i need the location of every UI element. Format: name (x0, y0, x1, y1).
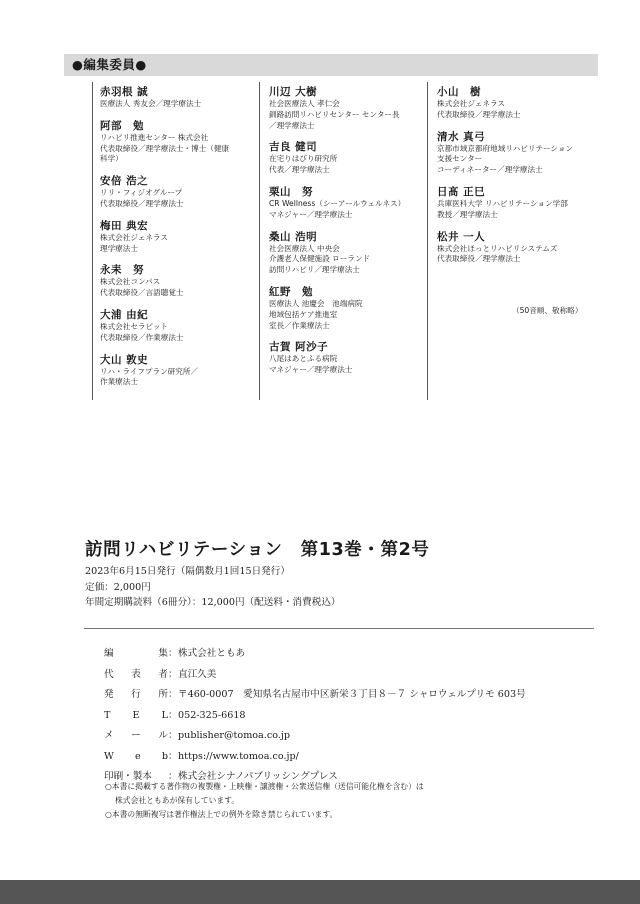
member-affiliation: 代表取締役／作業療法士 (100, 332, 184, 342)
imprint-label-char: 集 (158, 648, 168, 659)
member-name: 安倍 浩之 (100, 175, 149, 188)
imprint-row (104, 706, 526, 727)
member-affiliation: リハ・ライフプラン研究所／ (100, 366, 199, 376)
member-affiliation: 在宅りはびり研究所 (269, 154, 338, 164)
imprint-row (104, 665, 526, 686)
footer-band (0, 880, 640, 904)
imprint-separator: ： (168, 689, 178, 700)
imprint-label-char: 代 (104, 668, 114, 680)
copyright-note-line: ○本書の無断複写は著作権法上での例外を除き禁じられています。 (105, 810, 338, 819)
committee-member (264, 85, 429, 131)
committee-member (264, 140, 429, 176)
committee-member (88, 85, 253, 110)
imprint-label (104, 644, 168, 665)
order-note: （50音順、敬称略） (512, 306, 583, 315)
subscription-price: 年間定期購読料（6冊分）：12,000円（配送料・消費税込） (85, 597, 341, 608)
member-affiliation: マネジャー／理学療法士 (269, 365, 353, 375)
member-name: 小山 樹 (437, 86, 481, 98)
imprint-separator: ： (168, 730, 178, 741)
committee-member (264, 185, 429, 221)
imprint-label-char: W (104, 750, 114, 762)
member-affiliation: 代表／理学療法士 (269, 165, 330, 175)
member-affiliation: 株式会社セラピット (100, 321, 169, 331)
member-affiliation: 室長／作業療法士 (269, 320, 330, 330)
imprint-value: 〒460-0007 愛知県名古屋市中区新栄３丁目８－７ シャロウェルプリモ 603号 (178, 689, 526, 700)
imprint-label-char: メ (104, 730, 114, 741)
imprint-value: 052-325-6618 (178, 709, 246, 721)
committee-column-2 (264, 85, 429, 385)
committee-column-1 (88, 85, 253, 397)
copyright-note-line: 株式会社ともあが保有しています。 (115, 796, 240, 805)
committee-member (88, 119, 253, 165)
committee-member (88, 308, 253, 344)
committee-member (432, 130, 602, 176)
publication-info (85, 564, 341, 611)
member-affiliation: リハビリ推進センター 株式会社 (100, 132, 209, 142)
member-affiliation: ／理学療法士 (269, 120, 315, 130)
member-affiliation: 代表取締役／理学療法士 (437, 254, 521, 264)
member-affiliation: 京都市域京都府地域リハビリテーション (437, 143, 574, 153)
imprint-value: 株式会社シナノパブリッシングプレス (178, 771, 338, 782)
imprint-label (104, 685, 168, 706)
member-affiliation: 代表取締役／理学療法士 (437, 109, 521, 119)
member-name: 清水 真弓 (437, 130, 486, 143)
member-affiliation: 釧路訪問リハビリセンター センター長 (269, 109, 400, 119)
copyright-notes (105, 780, 424, 822)
member-affiliation: 教授／理学療法士 (437, 209, 498, 219)
member-name: 紅野 勉 (269, 285, 313, 298)
member-affiliation: 八尾はあとふる病院 (269, 354, 338, 364)
imprint-label-char: E (132, 709, 140, 721)
member-name: 栗山 努 (269, 185, 313, 198)
member-affiliation: 株式会社ジェネラス (100, 232, 168, 242)
member-affiliation: 地域包括ケア推進室 (269, 309, 338, 319)
imprint-label-char: 編 (104, 648, 114, 659)
member-affiliation: 社会医療法人 孝仁会 (269, 99, 340, 108)
member-affiliation: 社会医療法人 中央会 (269, 243, 340, 253)
member-affiliation: 株式会社ジェネラス (437, 99, 505, 108)
member-affiliation: 介護老人保健施設 ローランド (269, 254, 371, 264)
member-name: 日髙 正巳 (437, 185, 486, 198)
member-name: 梅田 典宏 (100, 219, 149, 232)
committee-member (432, 85, 602, 121)
member-affiliation: 株式会社コンパス (100, 277, 161, 287)
member-name: 赤羽根 誠 (100, 86, 149, 98)
column-divider (259, 82, 260, 400)
imprint-label-char: 印刷・製本 (104, 771, 152, 782)
committee-member (88, 263, 253, 299)
imprint-label-char: ル (158, 730, 168, 741)
committee-member (264, 340, 429, 376)
imprint-label (104, 726, 168, 747)
committee-member (432, 230, 602, 266)
member-affiliation: マネジャー／理学療法士 (269, 209, 353, 219)
member-affiliation: 作業療法士 (100, 377, 138, 387)
member-affiliation: 医療法人 池慶会 池端病院 (269, 298, 363, 308)
imprint-label-char: 発 (104, 689, 114, 700)
imprint-label-char: L (161, 709, 168, 721)
imprint-label-char: ー (131, 730, 141, 741)
imprint-value: 株式会社ともあ (178, 648, 246, 659)
imprint-value: 直江久美 (178, 668, 217, 680)
imprint-label (104, 747, 168, 768)
journal-title: 訪問リハビリテーション 第13巻・第2号 (85, 540, 430, 560)
member-name: 川辺 大樹 (269, 86, 318, 98)
imprint-row (104, 726, 526, 747)
imprint-separator: ： (168, 750, 178, 762)
imprint-separator: ： (168, 668, 178, 680)
imprint-separator: ： (168, 648, 178, 659)
member-name: 永耒 努 (100, 264, 144, 277)
imprint-block (104, 644, 526, 788)
member-name: 大山 敦史 (100, 353, 149, 366)
member-affiliation: 株式会社ほっとリハビリシステムズ (437, 243, 558, 253)
imprint-row (104, 747, 526, 768)
committee-member (88, 219, 253, 255)
imprint-value: publisher@tomoa.co.jp (178, 730, 290, 741)
committee-heading: ●編集委員● (72, 57, 147, 72)
imprint-row (104, 685, 526, 706)
member-affiliation: 理学療法士 (100, 243, 138, 253)
member-affiliation: CR Wellness（シーアールウェルネス） (269, 198, 406, 208)
member-name: 大浦 由紀 (100, 308, 149, 321)
imprint-value: https://www.tomoa.co.jp/ (178, 750, 299, 762)
divider-line (84, 628, 594, 629)
committee-member (88, 353, 253, 389)
committee-member (88, 174, 253, 210)
imprint-label-char: b (161, 750, 168, 762)
imprint-label-char: 行 (131, 689, 141, 700)
member-affiliation: 科学） (100, 154, 123, 164)
member-name: 吉良 健司 (269, 141, 318, 154)
member-affiliation: リリ・フィジオグループ (100, 188, 183, 198)
member-name: 松井 一人 (437, 230, 486, 243)
imprint-label-char: 表 (131, 668, 141, 680)
imprint-row (104, 644, 526, 665)
member-name: 阿部 勉 (100, 119, 144, 132)
committee-member (264, 230, 429, 276)
member-name: 古賀 阿沙子 (269, 341, 329, 354)
committee-column-3 (432, 85, 602, 274)
imprint-label-char: 所 (158, 689, 168, 700)
imprint-label (104, 665, 168, 686)
imprint-label-char: e (135, 750, 141, 762)
imprint-separator: ： (168, 771, 178, 782)
imprint-label (104, 706, 168, 727)
price: 定価：2,000円 (85, 581, 151, 593)
member-affiliation: 支援センター (437, 154, 483, 164)
issue-date: 2023年6月15日発行（隔偶数月1回15日発行） (85, 566, 290, 577)
member-affiliation: 訪問リハビリ／理学療法士 (269, 265, 360, 275)
committee-member (264, 285, 429, 331)
member-affiliation: 代表取締役／理学療法士 (100, 198, 184, 208)
member-affiliation: コーディネーター／理学療法士 (437, 165, 543, 175)
member-affiliation: 兵庫医科大学 リハビリテーション学部 (437, 198, 568, 208)
imprint-label-char: 者 (158, 668, 168, 680)
committee-member (432, 185, 602, 221)
member-affiliation: 代表取締役／理学療法士・博士（健康 (100, 143, 230, 153)
imprint-separator: ： (168, 709, 178, 721)
member-affiliation: 代表取締役／言語聴覚士 (100, 288, 184, 298)
imprint-label-char: T (104, 709, 111, 721)
member-affiliation: 医療法人 秀友会／理学療法士 (100, 99, 202, 108)
member-name: 桑山 浩明 (269, 230, 318, 243)
copyright-note-line: ○本書に掲載する著作物の複製権・上映権・譲渡権・公衆送信権（送信可能化権を含む）は (105, 782, 424, 791)
